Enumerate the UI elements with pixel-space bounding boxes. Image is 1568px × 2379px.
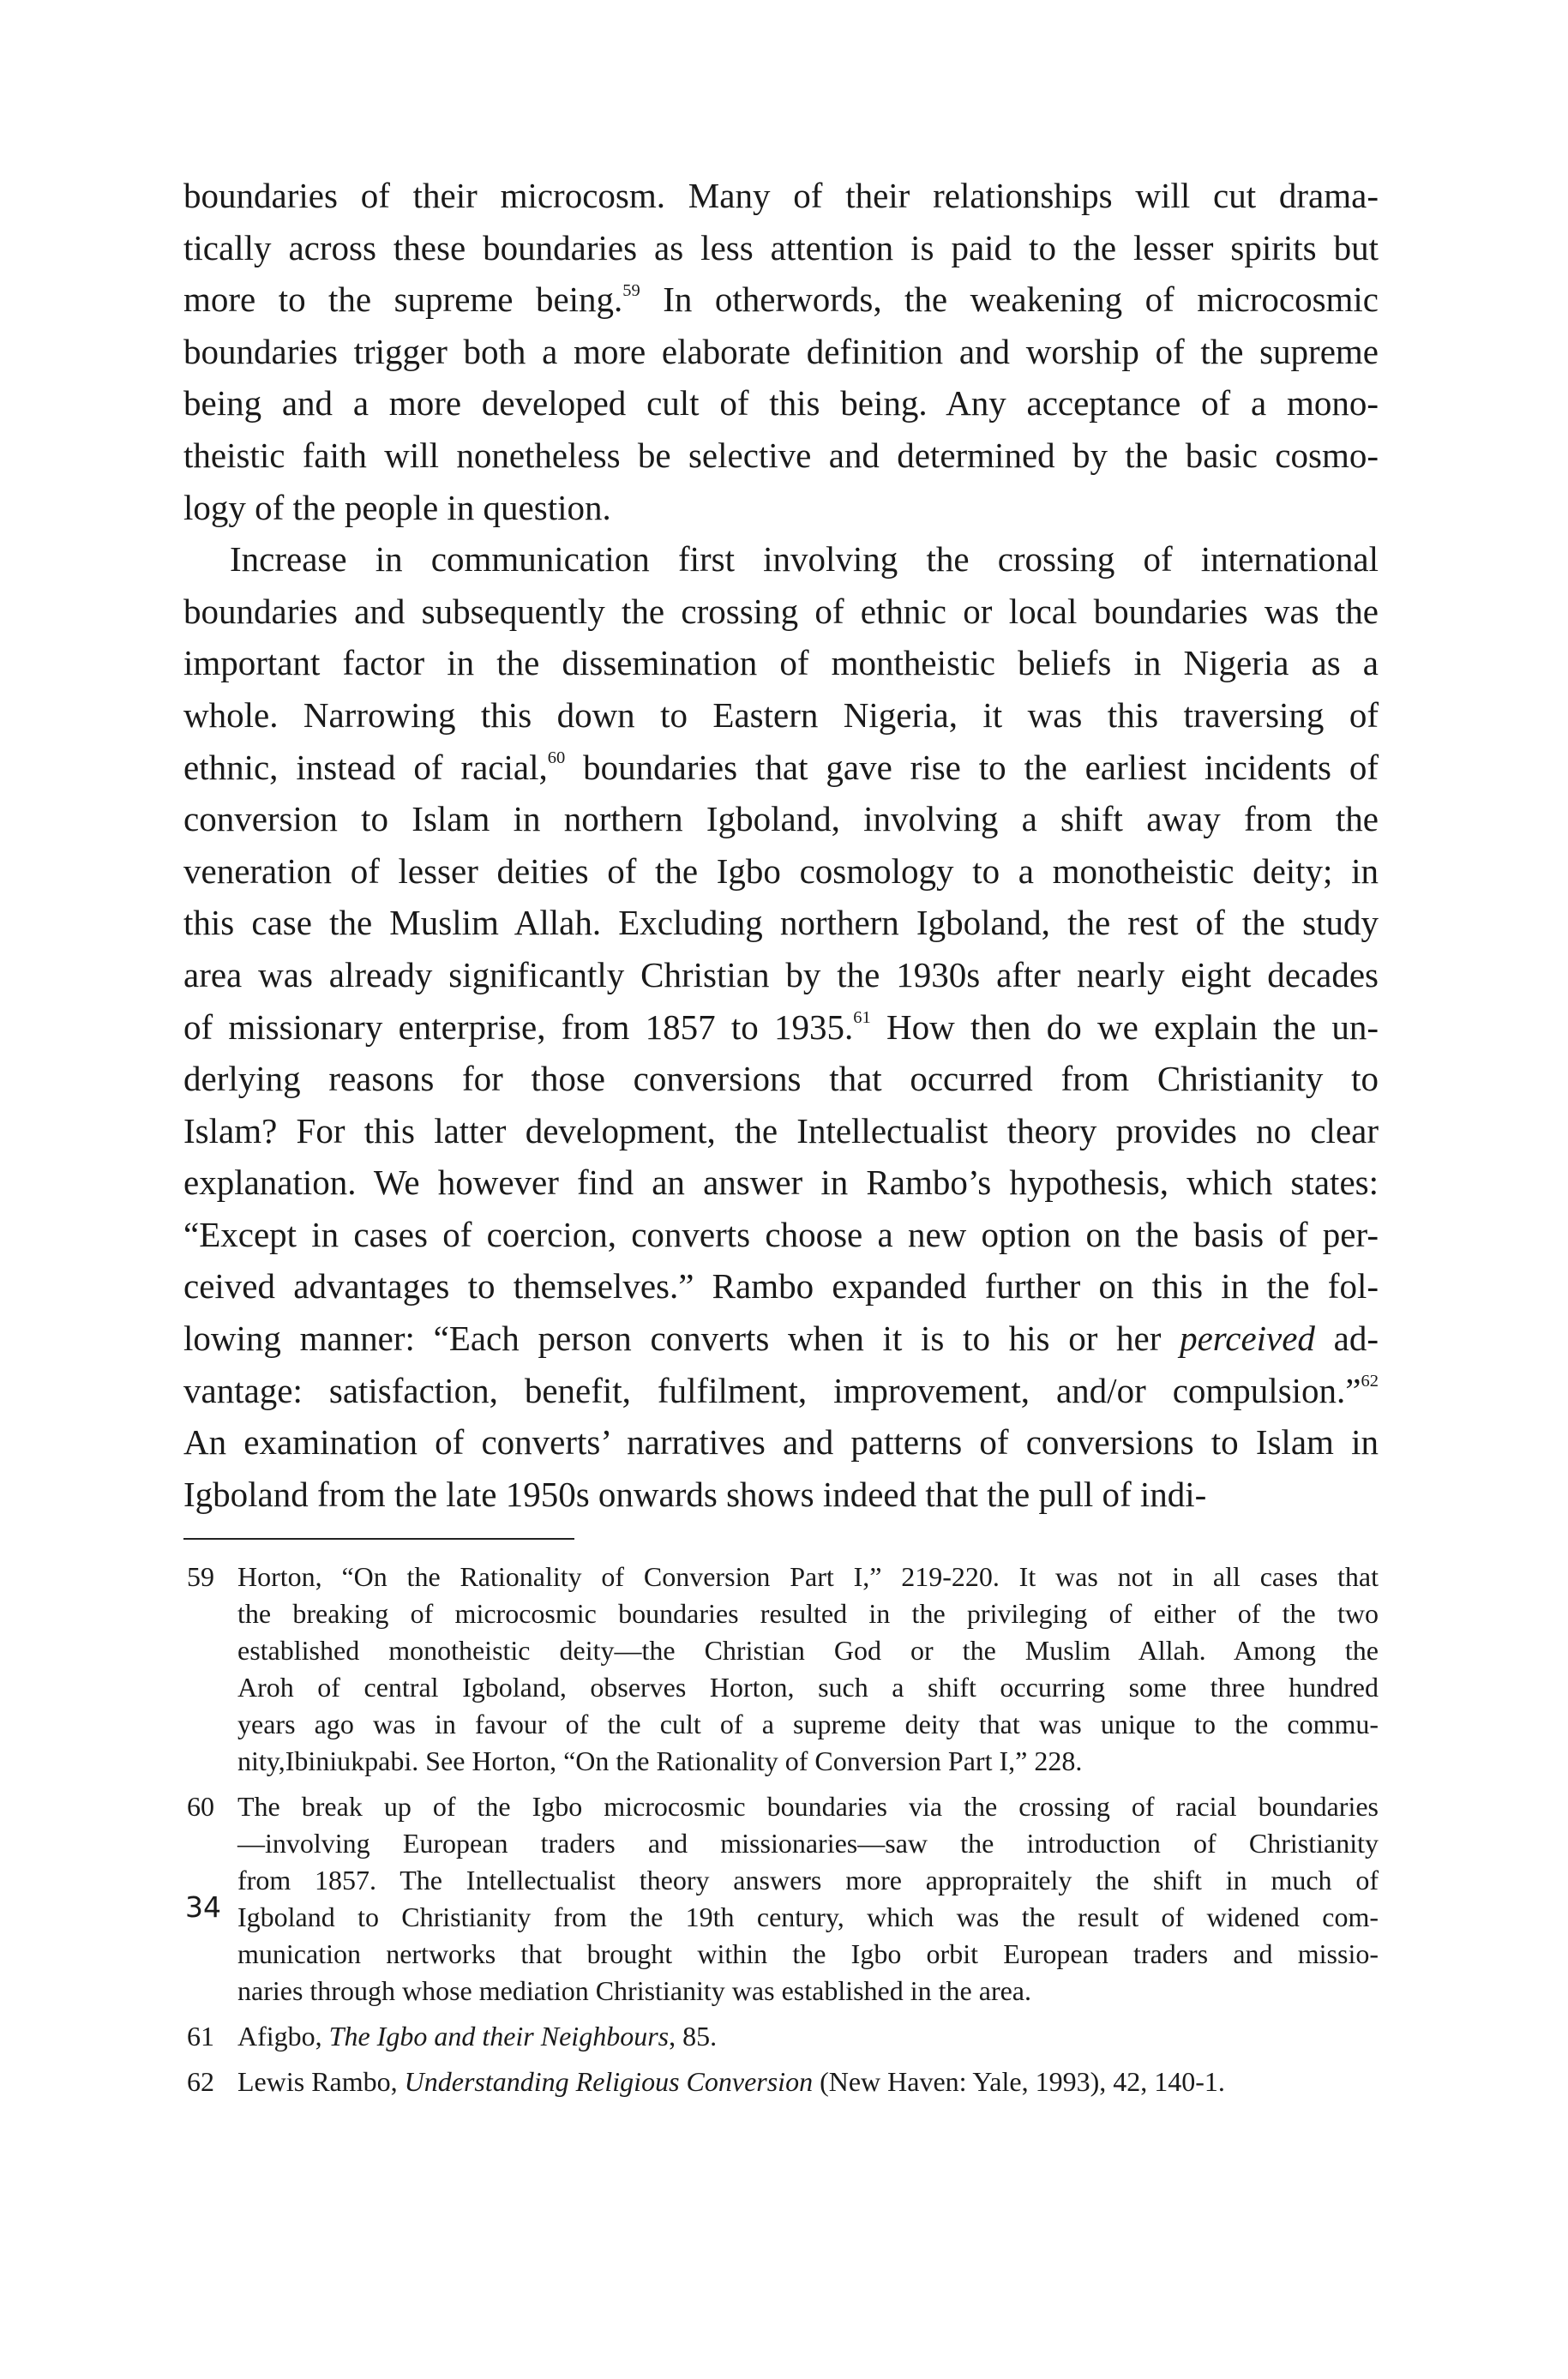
text-segment: being and a more developed cult of this being. Any acceptance of a mono- bbox=[183, 383, 1379, 424]
text-segment: logy of the people in question. bbox=[183, 487, 611, 527]
footnote-number: 61 bbox=[187, 2021, 214, 2052]
text-segment: boundaries and subsequently the crossing of ethnic or local boundaries was the bbox=[183, 591, 1379, 631]
italic-text: Understanding Religious Conversion bbox=[404, 2066, 814, 2097]
text-line bbox=[237, 1632, 1379, 1669]
text-line bbox=[183, 1365, 1379, 1417]
text-line bbox=[183, 949, 1379, 1001]
italic-text: perceived bbox=[1180, 1319, 1315, 1359]
text-line bbox=[237, 1706, 1379, 1743]
text-segment: boundaries of their microcosm. Many of their relationships will cut drama- bbox=[183, 176, 1379, 215]
text-line bbox=[183, 689, 1379, 742]
text-segment: munication nertworks that brought within the Igbo orbit European traders and missio- bbox=[237, 1938, 1379, 1969]
text-segment: more to the supreme being. bbox=[183, 279, 623, 320]
text-line bbox=[183, 1313, 1379, 1365]
text-segment: boundaries that gave rise to the earliest incidents of bbox=[565, 747, 1379, 787]
text-segment: boundaries trigger both a more elaborate definition and worship of the supreme bbox=[183, 331, 1379, 371]
text-segment: How then do we explain the un- bbox=[870, 1006, 1379, 1047]
text-segment: naries through whose mediation Christianity was established in the area. bbox=[237, 1975, 1031, 2006]
text-segment: “Except in cases of coercion, converts choose a new option on the basis of per- bbox=[183, 1214, 1379, 1254]
text-line bbox=[183, 430, 1379, 482]
text-segment: nity,Ibiniukpabi. See Horton, “On the Rationality of Conversion Part I,” 228. bbox=[237, 1745, 1083, 1776]
text-segment: tically across these boundaries as less attention is paid to the lesser spirits but bbox=[183, 227, 1379, 267]
text-segment: the breaking of microcosmic boundaries resulted in the privileging of either of the two bbox=[237, 1598, 1379, 1629]
text-line bbox=[183, 897, 1379, 949]
footnote bbox=[183, 2064, 1379, 2100]
italic-text: The Igbo and their Neighbours bbox=[328, 2021, 670, 2052]
footnote-number: 62 bbox=[187, 2066, 214, 2097]
text-line bbox=[237, 1788, 1379, 1825]
body-text bbox=[183, 170, 1379, 1520]
text-segment: (New Haven: Yale, 1993), 42, 140-1. bbox=[813, 2066, 1225, 2097]
text-line bbox=[183, 1469, 1379, 1521]
text-line bbox=[183, 1156, 1379, 1209]
text-line bbox=[183, 586, 1379, 638]
text-segment: ethnic, instead of racial, bbox=[183, 747, 548, 787]
footnote-rule bbox=[183, 1538, 574, 1540]
text-segment: An examination of converts’ narratives and patterns of conversions to Islam in bbox=[183, 1422, 1379, 1463]
text-segment: area was already significantly Christian by the 1930s after nearly eight decades bbox=[183, 954, 1379, 994]
text-segment: Igboland to Christianity from the 19th century, which was the result of widened com- bbox=[237, 1901, 1379, 1932]
text-line bbox=[237, 1559, 1379, 1595]
text-segment: Afigbo, bbox=[237, 2021, 329, 2052]
text-line bbox=[183, 326, 1379, 378]
text-segment: this case the Muslim Allah. Excluding northern Igboland, the rest of the study bbox=[183, 903, 1379, 943]
text-line bbox=[183, 793, 1379, 845]
text-line bbox=[183, 377, 1379, 430]
text-line bbox=[237, 1669, 1379, 1706]
footnote-number: 59 bbox=[187, 1561, 214, 1592]
text-segment: veneration of lesser deities of the Igbo cosmology to a monotheistic deity; in bbox=[183, 850, 1379, 891]
text-line bbox=[183, 533, 1379, 586]
text-line bbox=[183, 222, 1379, 274]
text-segment: established monotheistic deity—the Christian God or the Muslim Allah. Among the bbox=[237, 1635, 1379, 1666]
text-segment: ad- bbox=[1314, 1319, 1379, 1359]
text-segment: Islam? For this latter development, the Intellectualist theory provides no clear bbox=[183, 1110, 1379, 1150]
text-segment: explanation. We however find an answer in Rambo’s hypothesis, which states: bbox=[183, 1162, 1379, 1203]
text-line bbox=[237, 1973, 1379, 2010]
text-line bbox=[183, 1053, 1379, 1105]
text-line bbox=[237, 1743, 1379, 1780]
text-line bbox=[183, 1001, 1379, 1054]
text-segment: Aroh of central Igboland, observes Horton, such a shift occurring some three hundred bbox=[237, 1672, 1379, 1703]
text-line bbox=[183, 273, 1379, 326]
text-line bbox=[237, 2018, 1379, 2055]
text-segment: The break up of the Igbo microcosmic boundaries via the crossing of racial boundaries bbox=[237, 1791, 1379, 1822]
footnote-number: 60 bbox=[187, 1791, 214, 1822]
text-line bbox=[237, 1595, 1379, 1632]
text-line bbox=[237, 1825, 1379, 1862]
text-segment: whole. Narrowing this down to Eastern Nigeria, it was this traversing of bbox=[183, 694, 1379, 735]
text-line bbox=[183, 742, 1379, 794]
footnote-reference[interactable]: 60 bbox=[547, 748, 566, 768]
text-segment: Horton, “On the Rationality of Conversion Part I,” 219-220. It was not in all cases that bbox=[237, 1561, 1379, 1592]
footnote bbox=[183, 2018, 1379, 2055]
page-number: 34 bbox=[185, 1890, 221, 1924]
footnote-reference[interactable]: 61 bbox=[853, 1008, 871, 1028]
text-segment: Igboland from the late 1950s onwards shows indeed that the pull of indi- bbox=[183, 1474, 1207, 1514]
text-segment: Increase in communication first involving the crossing of international bbox=[230, 539, 1379, 580]
footnote bbox=[183, 1559, 1379, 1780]
text-segment: important factor in the dissemination of montheistic beliefs in Nigeria as a bbox=[183, 643, 1379, 683]
text-segment: derlying reasons for those conversions that occurred from Christianity to bbox=[183, 1059, 1379, 1099]
footnotes bbox=[183, 1559, 1379, 2109]
text-segment: theistic faith will nonetheless be selective and determined by the basic cosmo- bbox=[183, 435, 1379, 475]
text-line bbox=[237, 1862, 1379, 1899]
text-line bbox=[183, 482, 1379, 534]
text-line bbox=[183, 1209, 1379, 1261]
footnote-reference[interactable]: 62 bbox=[1361, 1372, 1379, 1391]
text-line bbox=[237, 1899, 1379, 1936]
paragraph bbox=[183, 533, 1379, 1520]
text-segment: ceived advantages to themselves.” Rambo expanded further on this in the fol- bbox=[183, 1266, 1379, 1307]
text-segment: of missionary enterprise, from 1857 to 1935. bbox=[183, 1006, 854, 1047]
footnote-reference[interactable]: 59 bbox=[622, 280, 640, 300]
text-segment: Lewis Rambo, bbox=[237, 2066, 405, 2097]
text-line bbox=[183, 845, 1379, 898]
text-line bbox=[237, 2064, 1379, 2100]
text-segment: years ago was in favour of the cult of a supreme deity that was unique to the commu- bbox=[237, 1709, 1379, 1739]
paragraph bbox=[183, 170, 1379, 533]
text-segment: vantage: satisfaction, benefit, fulfilment, improvement, and/or compulsion.” bbox=[183, 1370, 1361, 1410]
text-line bbox=[183, 637, 1379, 689]
text-line bbox=[237, 1936, 1379, 1973]
footnote bbox=[183, 1788, 1379, 2010]
text-segment: lowing manner: “Each person converts when it is to his or her bbox=[183, 1319, 1181, 1359]
text-line bbox=[183, 1105, 1379, 1157]
text-segment: from 1857. The Intellectualist theory answers more appropraitely the shift in much of bbox=[237, 1865, 1379, 1895]
text-segment: In otherwords, the weakening of microcosmic bbox=[640, 279, 1379, 320]
text-segment: —involving European traders and missionaries—saw the introduction of Christianity bbox=[237, 1828, 1379, 1859]
text-segment: conversion to Islam in northern Igboland, involving a shift away from the bbox=[183, 799, 1379, 839]
text-line bbox=[183, 1260, 1379, 1313]
text-segment: , 85. bbox=[669, 2021, 718, 2052]
text-line bbox=[183, 1416, 1379, 1469]
text-line bbox=[183, 170, 1379, 222]
